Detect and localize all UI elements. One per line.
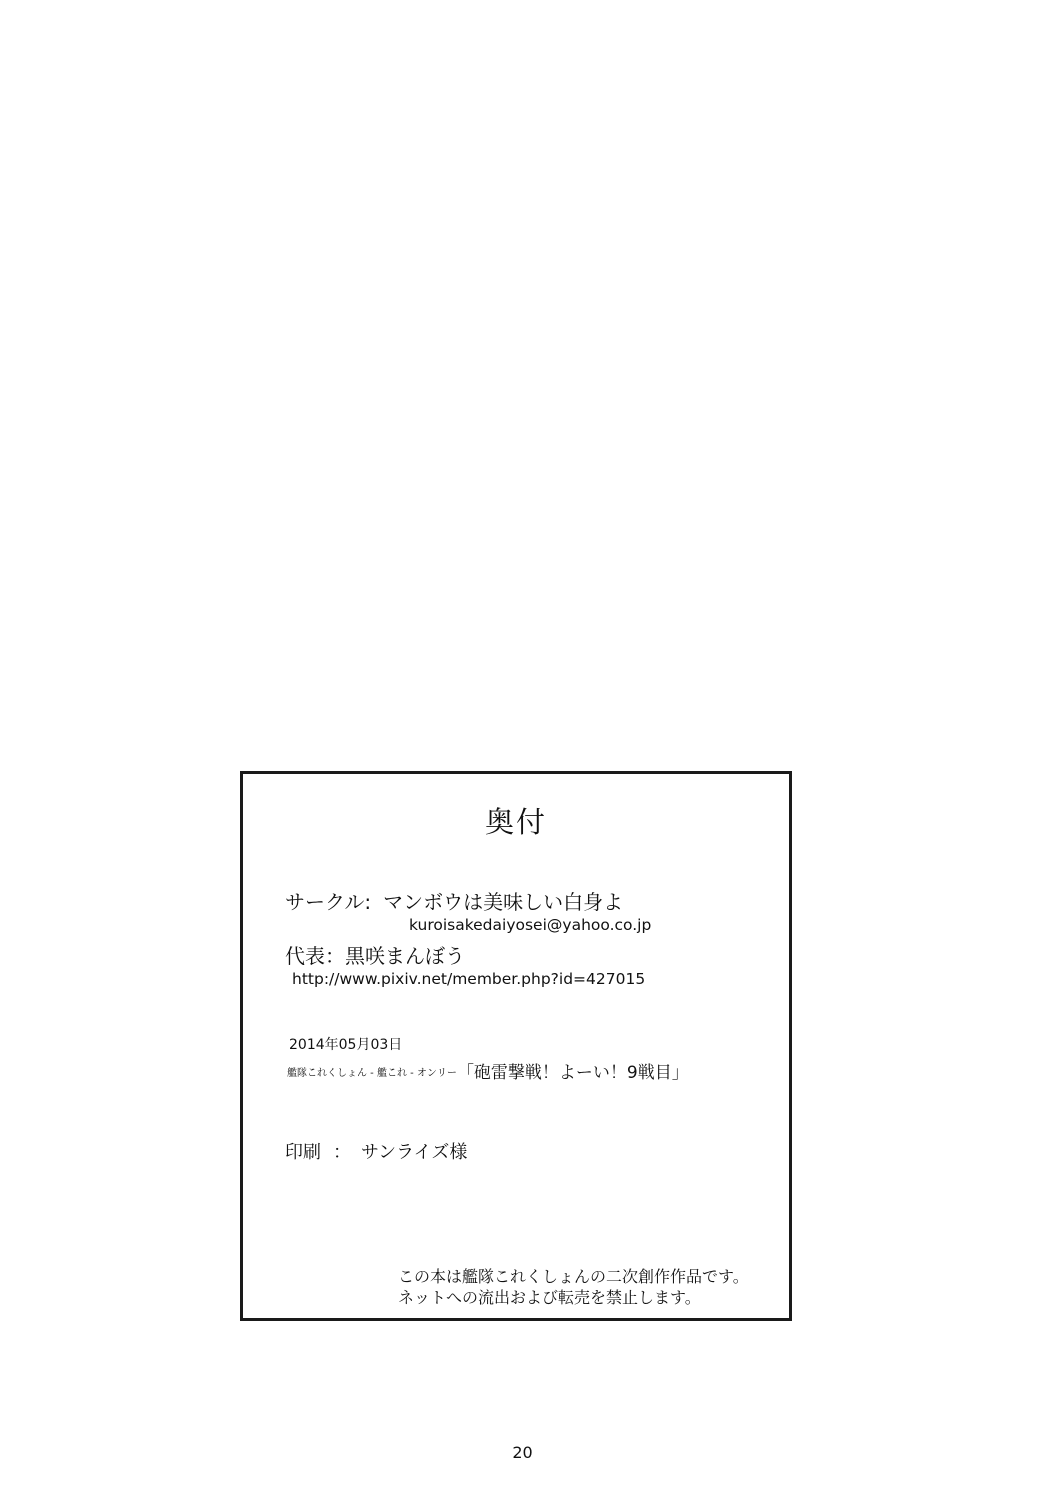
- printer-name: サンライズ様: [361, 1142, 468, 1163]
- copyright-notice: [398, 1266, 749, 1308]
- circle-line: [285, 886, 623, 915]
- colophon-box: [240, 771, 792, 1321]
- publish-date: 2014年05月03日: [289, 1037, 403, 1053]
- notice-line-2: ネットへの流出および転売を禁止します。: [398, 1288, 701, 1307]
- print-separator: ：: [333, 1142, 351, 1163]
- page-number: 20: [512, 1443, 533, 1462]
- print-line: [285, 1138, 467, 1164]
- event-line: [287, 1058, 689, 1083]
- circle-name: マンボウは美味しい白身よ: [383, 890, 624, 914]
- representative: 代表：黒咲まんぼう: [285, 944, 465, 968]
- email-address: kuroisakedaiyosei@yahoo.co.jp: [409, 916, 652, 934]
- pixiv-url: http://www.pixiv.net/member.php?id=427015: [292, 970, 646, 988]
- colophon-title: 奥付: [484, 805, 547, 839]
- print-label: 印刷: [285, 1142, 321, 1163]
- notice-line-1: この本は艦隊これくしょんの二次創作作品です。: [398, 1267, 749, 1286]
- circle-label: サークル:: [285, 890, 372, 914]
- event-name: 「砲雷撃戦！よーい！9戦目」: [456, 1063, 689, 1083]
- event-prefix: 艦隊これくしょん - 艦これ - オンリー: [287, 1068, 457, 1079]
